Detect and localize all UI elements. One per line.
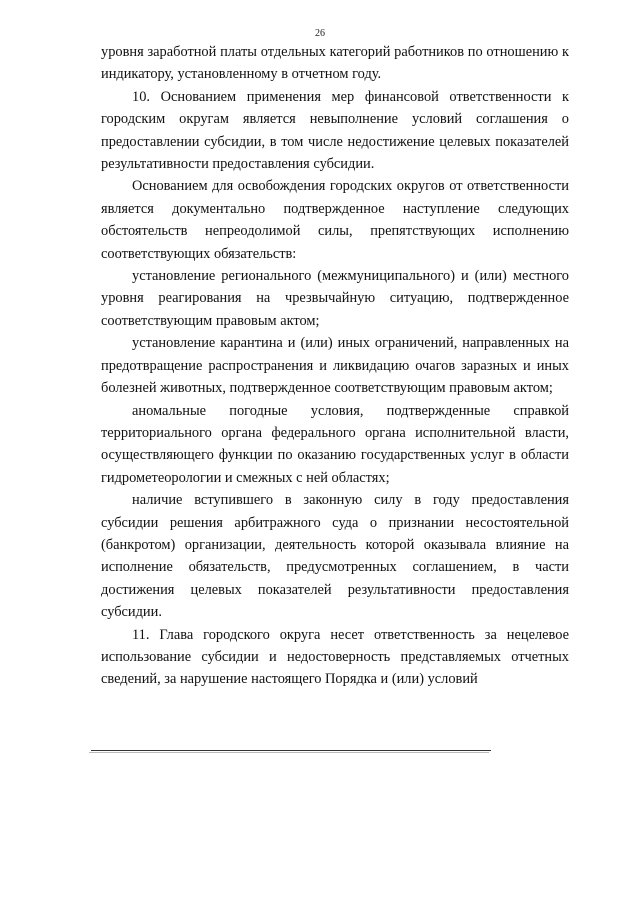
paragraph-continuation: уровня заработной платы отдельных категорий работников по отношению к индикатору, установленному в отчетном году. [101,44,569,83]
paragraph-emergency-response: установление регионального (межмуниципального) и (или) местного уровня реагирования на чрезвычайную ситуацию, подтвержденное соответствующим правовым актом; [101,268,569,329]
paragraph-bankruptcy: наличие вступившего в законную силу в году предоставления субсидии решения арбитражного суда о признании несостоятельной (банкротом) организации, деятельность которой оказывала влияние на исполнение обязательств, предусмотренных соглашением, в части достижения целевых показателей результативности предоставления субсидии. [101,492,569,621]
paragraph-clause-10: 10. Основанием применения мер финансовой ответственности к городским округам является невыполнение условий соглашения о предоставлении субсидии, в том числе недостижение целевых показателей результативности предоставления субсидии. [101,88,569,173]
footer-rule [91,750,491,751]
paragraph-quarantine: установление карантина и (или) иных ограничений, направленных на предотвращение распространения и ликвидацию очагов заразных и иных болезней животных, подтвержденное соответствующим правовым актом; [101,335,569,397]
paragraph-exemption-basis: Основанием для освобождения городских округов от ответственности является документально подтвержденное наступление следующих обстоятельств непреодолимой силы, препятствующих исполнению соответствующих обязательств: [101,178,569,262]
paragraph-clause-11: 11. Глава городского округа несет ответственность за нецелевое использование субсидии и недостоверность представляемых отчетных сведений, за нарушение настоящего Порядка и (или) условий [101,626,569,688]
footer-rule-shadow [89,752,489,753]
paragraph-weather-conditions: аномальные погодные условия, подтвержденные справкой территориального органа федерального органа исполнительной власти, осуществляющего функции по оказанию государственных услуг в области гидрометеорологии и смежных с ней областях; [101,402,569,486]
page-number: 26 [315,28,325,39]
document-body [101,41,569,691]
